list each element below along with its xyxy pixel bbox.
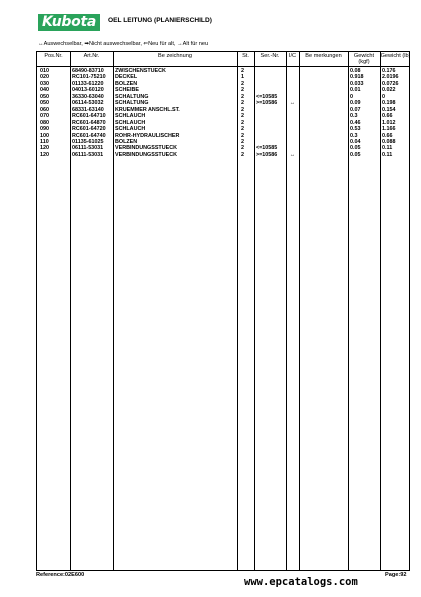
table-row	[37, 87, 409, 93]
col-ser-cell: <=10585	[256, 145, 278, 152]
col-ic-cell: ↔	[289, 151, 296, 158]
col-name-cell: SCHLAUCH	[115, 113, 146, 120]
col-st-cell: 2	[241, 119, 244, 126]
col-kgf-cell: 0.3	[350, 132, 358, 139]
table-row	[37, 126, 409, 132]
col-st-cell: 2	[241, 113, 244, 120]
col-lb-cell: 0.022	[382, 87, 396, 94]
page-number: Page:92	[385, 572, 407, 578]
col-lb-cell: 0.176	[382, 68, 396, 74]
col-pos-cell: 080	[40, 119, 49, 126]
reference-label: Reference:02E600	[36, 572, 85, 578]
header-col-remarks: Be merkungen	[305, 53, 342, 59]
parts-table	[36, 51, 410, 571]
col-pos-cell: 020	[40, 74, 49, 81]
col-art-cell: RC601-64740	[72, 132, 106, 139]
page-title: OEL LEITUNG (PLANIERSCHILD)	[108, 17, 212, 24]
col-lb-cell: 0.11	[382, 145, 393, 152]
col-name-cell: VERBINDUNGSSTUECK	[115, 145, 177, 152]
col-art-cell: 01135-61025	[72, 138, 104, 145]
col-pos-cell: 040	[40, 87, 49, 94]
col-pos-cell: 100	[40, 132, 49, 139]
col-st-cell: 2	[241, 138, 244, 145]
col-st-cell: 2	[241, 68, 244, 74]
table-row	[37, 113, 409, 119]
col-art-cell: RC601-64720	[72, 126, 106, 133]
website-watermark[interactable]: www.epcatalogs.com	[244, 576, 358, 588]
col-art-cell: RC601-64710	[72, 113, 106, 120]
col-name-cell: ZWISCHENSTUECK	[115, 68, 166, 74]
col-pos-cell: 120	[40, 151, 49, 158]
col-kgf-cell: 0.07	[350, 106, 361, 113]
col-lb-cell: 0.154	[382, 106, 396, 113]
col-lb-cell: 0.66	[382, 113, 393, 120]
col-name-cell: BOLZEN	[115, 138, 138, 145]
col-art-cell: 06111-53031	[72, 145, 104, 152]
col-lb-cell: 0.0726	[382, 80, 399, 87]
col-art-cell: 04013-60120	[72, 87, 104, 94]
col-kgf-cell: 0.01	[350, 87, 361, 94]
col-name-cell: VERBINDUNGSSTUECK	[115, 151, 177, 158]
col-art-cell: 68490-83710	[72, 68, 104, 74]
header-col-pos: Pos.Nr.	[44, 53, 63, 59]
table-row	[37, 133, 409, 139]
col-kgf-cell: 0.08	[350, 68, 361, 74]
col-kgf-cell: 0.05	[350, 151, 361, 158]
col-ser-cell: >=10586	[256, 151, 278, 158]
col-pos-cell: 030	[40, 80, 49, 87]
col-kgf-cell: 0	[350, 93, 353, 100]
header-col-kgf: Gewicht (kgf)	[353, 53, 375, 66]
col-st-cell: 2	[241, 126, 244, 133]
col-lb-cell: 0.11	[382, 151, 393, 158]
interchange-legend: ↔Auswechselbar, ➡Nicht auswechselbar, ⇐Neu für alt, →Alt für neu	[38, 41, 209, 47]
col-kgf-cell: 0.04	[350, 138, 361, 145]
col-art-cell: RC601-64870	[72, 119, 106, 126]
col-kgf-cell: 0.05	[350, 145, 361, 152]
col-pos-cell: 090	[40, 126, 49, 133]
header-col-name: Be zeichnung	[158, 53, 192, 59]
col-name-cell: SCHEIBE	[115, 87, 139, 94]
col-art-cell: 06111-53031	[72, 151, 104, 158]
col-st-cell: 2	[241, 93, 244, 100]
col-name-cell: ROHR-HYDRAULISCHER	[115, 132, 180, 139]
col-st-cell: 2	[241, 87, 244, 94]
col-st-cell: 2	[241, 145, 244, 152]
col-art-cell: RC101-75210	[72, 74, 106, 81]
col-kgf-cell: 0.53	[350, 126, 361, 133]
col-pos-cell: 050	[40, 100, 49, 107]
col-st-cell: 2	[241, 132, 244, 139]
table-row	[37, 100, 409, 106]
col-pos-cell: 120	[40, 145, 49, 152]
col-name-cell: BOLZEN	[115, 80, 138, 87]
header-col-ser: Ser.-Nr.	[260, 53, 280, 59]
col-name-cell: DECKEL	[115, 74, 138, 81]
col-st-cell: 2	[241, 106, 244, 113]
col-kgf-cell: 0.09	[350, 100, 361, 107]
kubota-logo: Kubota	[38, 14, 100, 31]
col-name-cell: KRUEMMER ANSCHL.ST.	[115, 106, 180, 113]
col-lb-cell: 0.66	[382, 132, 393, 139]
col-name-cell: SCHALTUNG	[115, 100, 149, 107]
col-art-cell: 06114-53032	[72, 100, 104, 107]
col-st-cell: 2	[241, 100, 244, 107]
col-kgf-cell: 0.3	[350, 113, 358, 120]
col-lb-cell: 2.0196	[382, 74, 399, 81]
col-lb-cell: 0	[382, 93, 385, 100]
col-lb-cell: 0.088	[382, 138, 396, 145]
col-kgf-cell: 0.033	[350, 80, 364, 87]
col-st-cell: 2	[241, 151, 244, 158]
table-row	[37, 152, 409, 158]
col-lb-cell: 1.012	[382, 119, 396, 126]
header-col-st: St.	[242, 53, 249, 59]
table-row	[37, 68, 409, 74]
col-pos-cell: 110	[40, 138, 49, 145]
header-col-lb: Gewicht (lb)	[380, 53, 411, 59]
table-row	[37, 139, 409, 145]
col-art-cell: 68331-63140	[72, 106, 104, 113]
col-kgf-cell: 0.918	[350, 74, 364, 81]
col-name-cell: SCHLAUCH	[115, 126, 146, 133]
col-pos-cell: 060	[40, 106, 49, 113]
header-col-art: Art.Nr.	[83, 53, 100, 59]
header-col-ic: I/C	[288, 53, 297, 59]
header-divider	[37, 66, 409, 67]
table-row	[37, 74, 409, 80]
col-lb-cell: 1.166	[382, 126, 396, 133]
col-ic-cell: ↔	[289, 100, 296, 107]
table-row	[37, 120, 409, 126]
col-kgf-cell: 0.46	[350, 119, 361, 126]
col-pos-cell: 010	[40, 68, 49, 74]
table-row	[37, 94, 409, 100]
col-st-cell: 2	[241, 80, 244, 87]
col-st-cell: 1	[241, 74, 244, 81]
col-ser-cell: >=10586	[256, 100, 278, 107]
col-art-cell: 01133-61220	[72, 80, 104, 87]
col-art-cell: 36330-63040	[72, 93, 104, 100]
col-pos-cell: 070	[40, 113, 49, 120]
col-lb-cell: 0.198	[382, 100, 396, 107]
col-name-cell: SCHLAUCH	[115, 119, 146, 126]
table-row	[37, 81, 409, 87]
table-row	[37, 145, 409, 151]
table-row	[37, 107, 409, 113]
col-name-cell: SCHALTUNG	[115, 93, 149, 100]
col-pos-cell: 050	[40, 93, 49, 100]
col-ser-cell: <=10585	[256, 93, 278, 100]
